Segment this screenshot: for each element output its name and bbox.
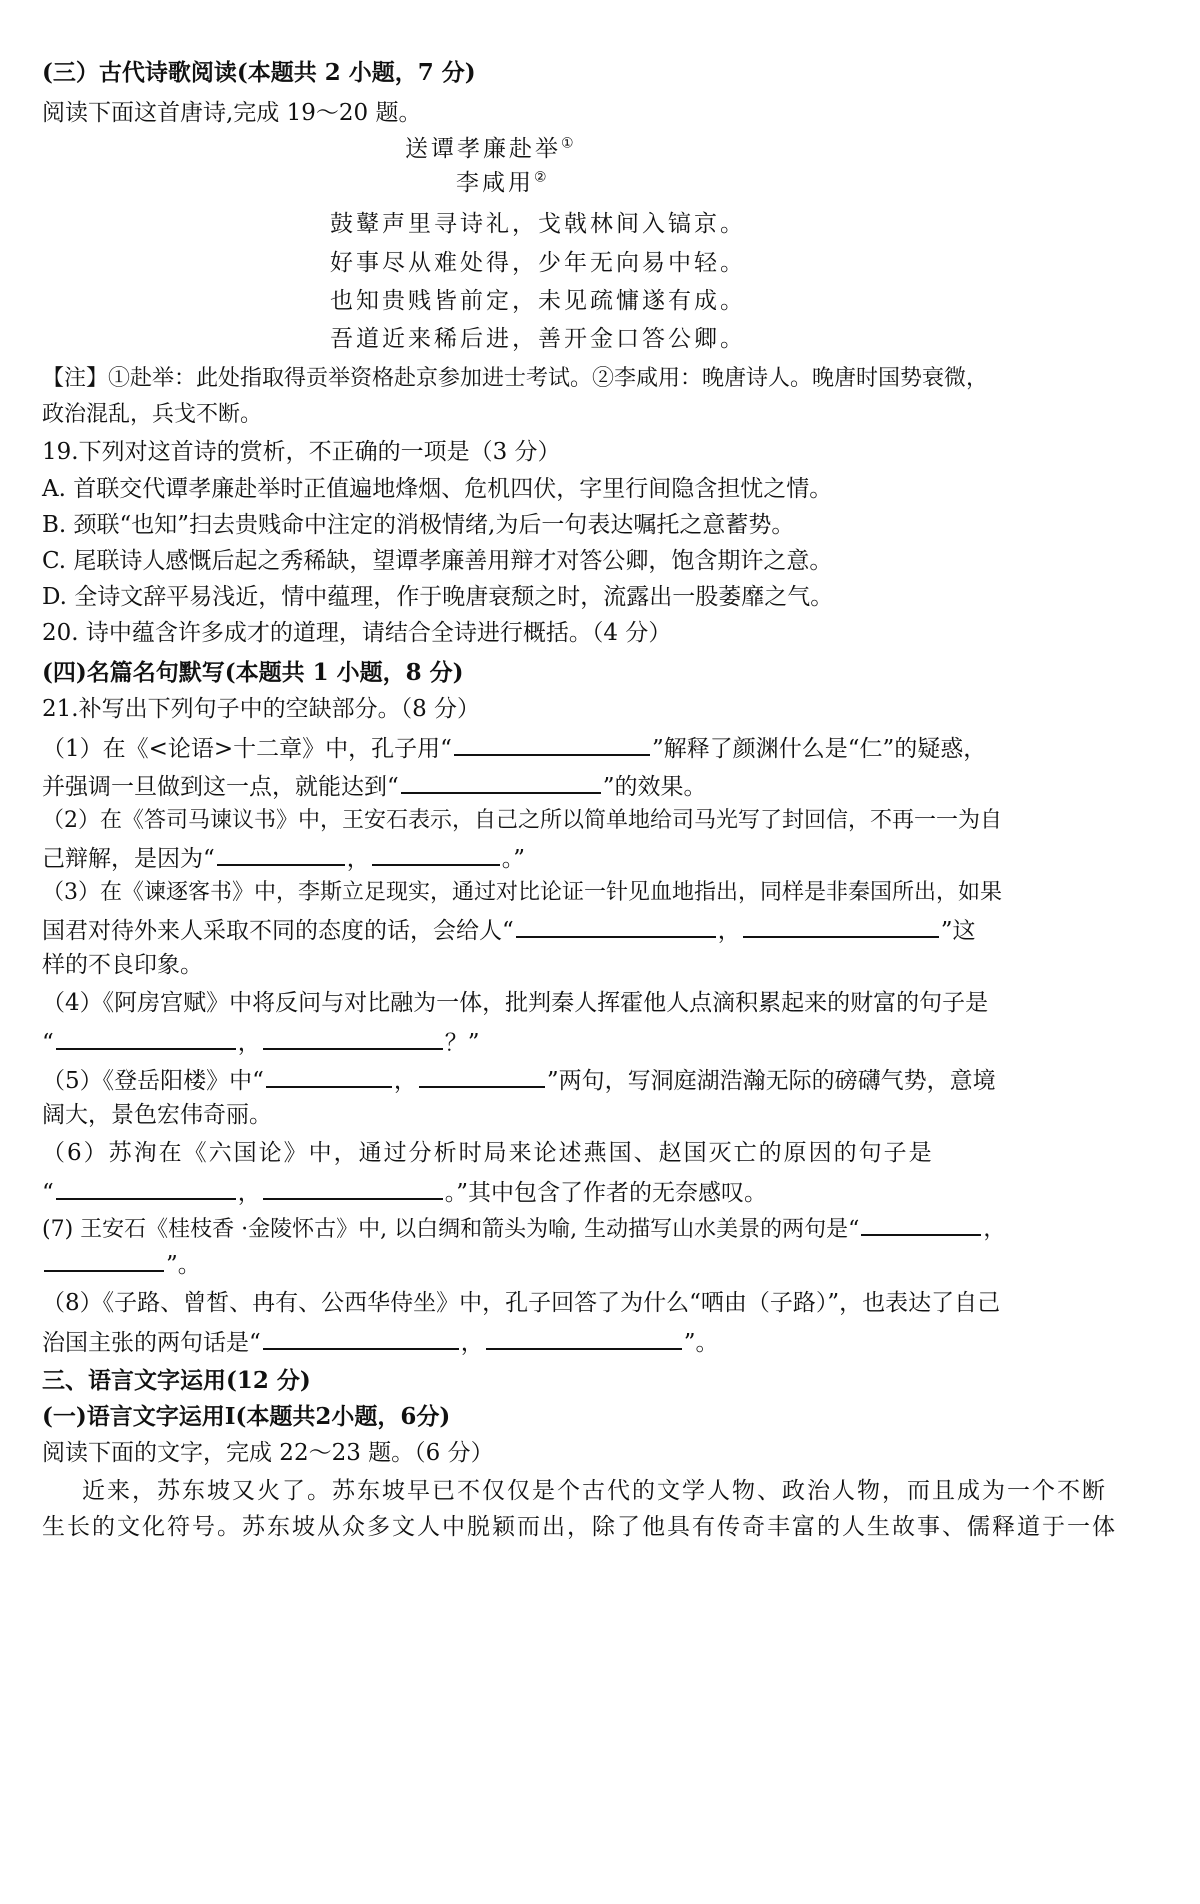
section-3-title: (三）古代诗歌阅读(本题共 2 小题，7 分) [42, 59, 476, 86]
q21-text: ”的效果。 [602, 774, 707, 800]
poem-author-text: 李咸用 [456, 170, 534, 196]
q21-item-8-line-1: （8）《子路、曾皙、冉有、公西华侍坐》中，孔子回答了为什么“哂由（子路）”，也表达了自己 [42, 1290, 1001, 1316]
passage-line: 生长的文化符号。苏东坡从众多文人中脱颖而出，除了他具有传奇丰富的人生故事、儒释道于一体 [42, 1514, 1117, 1540]
reading-instruction: 阅读下面的文字，完成 22～23 题。（6 分） [42, 1440, 494, 1466]
section-4-title: (四)名篇名句默写(本题共 1 小题，8 分) [42, 659, 464, 686]
q21-item-2-line-1: （2）在《答司马谏议书》中，王安石表示，自己之所以简单地给司马光写了封回信，不再一一为自 [42, 808, 1003, 833]
q21-text: ， [460, 1330, 484, 1356]
question-19-option-d: D. 全诗文辞平易浅近，情中蕴理，作于晚唐衰颓之时，流露出一股萎靡之气。 [42, 584, 834, 610]
q21-item-1-line-1 [42, 732, 986, 764]
poem-line: 吾道近来稀后进，善开金口答公卿。 [330, 326, 746, 352]
question-19-option-a: A. 首联交代谭孝廉赴举时正值遍地烽烟、危机四伏，字里行间隐含担忧之情。 [42, 476, 833, 502]
q21-item-5-line-1 [42, 1064, 996, 1096]
q21-item-3-line-1: （3）在《谏逐客书》中，李斯立足现实，通过对比论证一针见血地指出，同样是非秦国所出，如果 [42, 880, 1003, 905]
answer-blank[interactable] [44, 1248, 164, 1272]
answer-blank[interactable] [217, 842, 345, 866]
answer-blank[interactable] [401, 770, 601, 794]
q21-text: ， [393, 1068, 417, 1094]
answer-blank[interactable] [372, 842, 500, 866]
question-21-stem: 21.补写出下列句子中的空缺部分。（8 分） [42, 696, 481, 722]
q21-text: 并强调一旦做到这一点，就能达到“ [42, 774, 399, 800]
q21-text: ， [983, 1217, 1006, 1242]
q21-item-6-line-2 [42, 1176, 767, 1208]
answer-blank[interactable] [266, 1064, 392, 1088]
poem-notes-line: 政治混乱，兵戈不断。 [42, 402, 263, 427]
q21-text: “ [42, 1180, 54, 1206]
poem-title [405, 134, 577, 164]
q21-text: “ [42, 1030, 54, 1056]
q21-text: （5）《登岳阳楼》中“ [42, 1068, 264, 1094]
q21-text: ， [237, 1180, 261, 1206]
question-19-stem: 19.下列对这首诗的赏析，不正确的一项是（3 分） [42, 439, 561, 465]
answer-blank[interactable] [56, 1176, 236, 1200]
q21-text: 国君对待外来人采取不同的态度的话，会给人“ [42, 918, 514, 944]
part-3-subtitle: (一)语言文字运用Ⅰ(本题共2小题，6分) [42, 1403, 451, 1430]
question-19-option-b: B. 颈联“也知”扫去贵贱命中注定的消极情绪,为后一句表达嘱托之意蓄势。 [42, 512, 795, 538]
answer-blank[interactable] [486, 1326, 682, 1350]
q21-item-7-line-2 [42, 1248, 201, 1280]
q21-text: ？” [444, 1030, 480, 1056]
answer-blank[interactable] [263, 1026, 443, 1050]
q21-text: ， [717, 918, 741, 944]
answer-blank[interactable] [263, 1326, 459, 1350]
poem-author-note-mark: ② [534, 169, 550, 186]
poem-line: 鼓鼙声里寻诗礼，戈戟林间入镐京。 [330, 211, 746, 237]
q21-item-6-line-1: （6）苏洵在《六国论》中，通过分析时局来论述燕国、赵国灭亡的原因的句子是 [42, 1140, 934, 1166]
q21-text: 治国主张的两句话是“ [42, 1330, 261, 1356]
q21-text: ”两句，写洞庭湖浩瀚无际的磅礴气势，意境 [546, 1068, 996, 1094]
passage-line: 近来，苏东坡又火了。苏东坡早已不仅仅是个古代的文学人物、政治人物，而且成为一个不断 [82, 1478, 1107, 1504]
poem-notes-line: 【注】①赴举：此处指取得贡举资格赴京参加进士考试。②李咸用：晚唐诗人。晚唐时国势衰微， [42, 366, 989, 391]
answer-blank[interactable] [516, 914, 716, 938]
poem-author [456, 168, 550, 198]
q21-item-7-line-1 [42, 1212, 1005, 1245]
q21-text: ”。 [683, 1330, 719, 1356]
q21-item-8-line-2 [42, 1326, 719, 1358]
q21-text: （1）在《<论语>十二章》中，孔子用“ [42, 736, 452, 762]
answer-blank[interactable] [861, 1212, 981, 1236]
part-3-title: 三、语言文字运用(12 分) [42, 1367, 311, 1394]
q21-text: ， [346, 846, 370, 872]
q21-item-1-line-2 [42, 770, 707, 802]
answer-blank[interactable] [56, 1026, 236, 1050]
q21-item-5-line-2: 阔大，景色宏伟奇丽。 [42, 1102, 272, 1128]
q21-text: ”。 [166, 1252, 201, 1278]
poem-instruction: 阅读下面这首唐诗,完成 19～20 题。 [42, 100, 422, 126]
answer-blank[interactable] [454, 732, 650, 756]
poem-line: 也知贵贱皆前定，未见疏慵遂有成。 [330, 288, 746, 314]
q21-item-2-line-2 [42, 842, 525, 874]
q21-text: 。” [501, 846, 526, 872]
q21-text: 。”其中包含了作者的无奈感叹。 [444, 1180, 768, 1206]
q21-text: ， [237, 1030, 261, 1056]
question-20: 20. 诗中蕴含许多成才的道理，请结合全诗进行概括。（4 分） [42, 620, 672, 646]
q21-text: ”解释了颜渊什么是“仁”的疑惑， [651, 736, 987, 762]
poem-line: 好事尽从难处得，少年无向易中轻。 [330, 250, 746, 276]
poem-title-note-mark: ① [561, 135, 577, 152]
answer-blank[interactable] [419, 1064, 545, 1088]
poem-title-text: 送谭孝廉赴举 [405, 136, 561, 162]
q21-item-3-line-2 [42, 914, 976, 946]
question-19-option-c: C. 尾联诗人感慨后起之秀稀缺，望谭孝廉善用辩才对答公卿，饱含期许之意。 [42, 548, 833, 574]
q21-text: ”这 [940, 918, 976, 944]
q21-text: (7) 王安石《桂枝香 ·金陵怀古》中, 以白绸和箭头为喻, 生动描写山水美景的两句是“ [42, 1217, 860, 1242]
q21-text: 己辩解，是因为“ [42, 846, 215, 872]
q21-item-4-line-2 [42, 1026, 480, 1058]
answer-blank[interactable] [263, 1176, 443, 1200]
q21-item-4-line-1: （4）《阿房宫赋》中将反问与对比融为一体，批判秦人挥霍他人点滴积累起来的财富的句子是 [42, 990, 989, 1016]
q21-item-3-line-3: 样的不良印象。 [42, 952, 203, 978]
answer-blank[interactable] [743, 914, 939, 938]
